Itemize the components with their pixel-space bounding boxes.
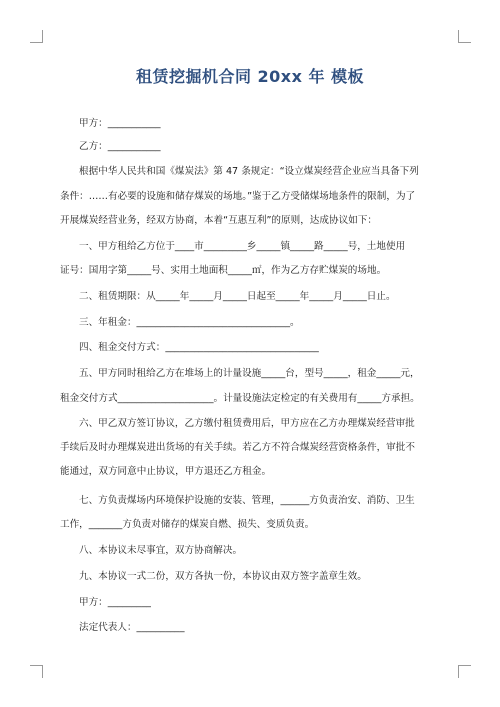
preamble-line-2: 条件：……有必要的设施和储存煤炭的场地。”鉴于乙方受储煤场地条件的限制，为了 bbox=[60, 191, 416, 202]
document-title: 租赁挖掘机合同 20xx 年 模板 bbox=[135, 67, 365, 86]
clause-9-line: 九、本协议一式二份，双方各执一份，本协议由双方签字盖章生效。 bbox=[79, 571, 367, 582]
crop-mark-top-right bbox=[458, 30, 471, 43]
clause-1-line-1: 一、甲方租给乙方位于____市_________乡_____镇_____路_____号，土地使用 bbox=[79, 241, 406, 252]
crop-mark-bottom-left bbox=[30, 665, 43, 678]
clause-2-line: 二、租赁期限：从_____年_____月_____日起至_____年_____月_____日止。 bbox=[79, 291, 396, 302]
clause-3-line: 三、年租金：________________________________。 bbox=[79, 317, 300, 328]
crop-mark-bottom-right bbox=[458, 665, 471, 678]
signature-party-a: 甲方：_________ bbox=[79, 597, 151, 608]
party-a-line: 甲方：___________ bbox=[79, 118, 161, 129]
clause-1-line-2: 证号：国用字第_____号、实用土地面积_____㎡，作为乙方存贮煤炭的场地。 bbox=[60, 265, 387, 276]
clause-5-line-2: 租金交付方式____________________。计量设施法定检定的有关费用有_____方承担。 bbox=[60, 393, 420, 404]
clause-6-line-3: 能通过，双方同意中止协议，甲方退还乙方租金。 bbox=[60, 466, 272, 477]
clause-7-line-1: 七、方负责煤场内环境保护设施的安装、管理，______方负责治安、消防、卫生 bbox=[79, 495, 415, 506]
crop-mark-top-left bbox=[30, 30, 43, 43]
clause-7-line-2: 工作，_______方负责对储存的煤炭自燃、损失、变质负责。 bbox=[60, 519, 315, 530]
party-b-line: 乙方：___________ bbox=[79, 141, 161, 152]
clause-4-line: 四、租金交付方式：________________________________ bbox=[79, 342, 319, 353]
clause-5-line-1: 五、甲方同时租给乙方在堆场上的计量设施_____台，型号_____，租金_____元， bbox=[79, 368, 420, 379]
clause-6-line-1: 六、甲乙双方签订协议，乙方缴付租赁费用后，甲方应在乙方办理煤炭经营审批 bbox=[79, 418, 415, 429]
clause-6-line-2: 手续后及时办理煤炭进出货场的有关手续。若乙方不符合煤炭经营资格条件，审批不 bbox=[60, 442, 415, 453]
preamble-line-1: 根据中华人民共和国《煤炭法》第 47 条规定：“设立煤炭经营企业应当具备下列 bbox=[79, 166, 419, 177]
signature-legal-representative: 法定代表人：__________ bbox=[79, 622, 185, 633]
clause-8-line: 八、本协议未尽事宜，双方协商解决。 bbox=[79, 545, 243, 556]
preamble-line-3: 开展煤炭经营业务，经双方协商，本着“互惠互利”的原则，达成协议如下： bbox=[60, 215, 377, 226]
